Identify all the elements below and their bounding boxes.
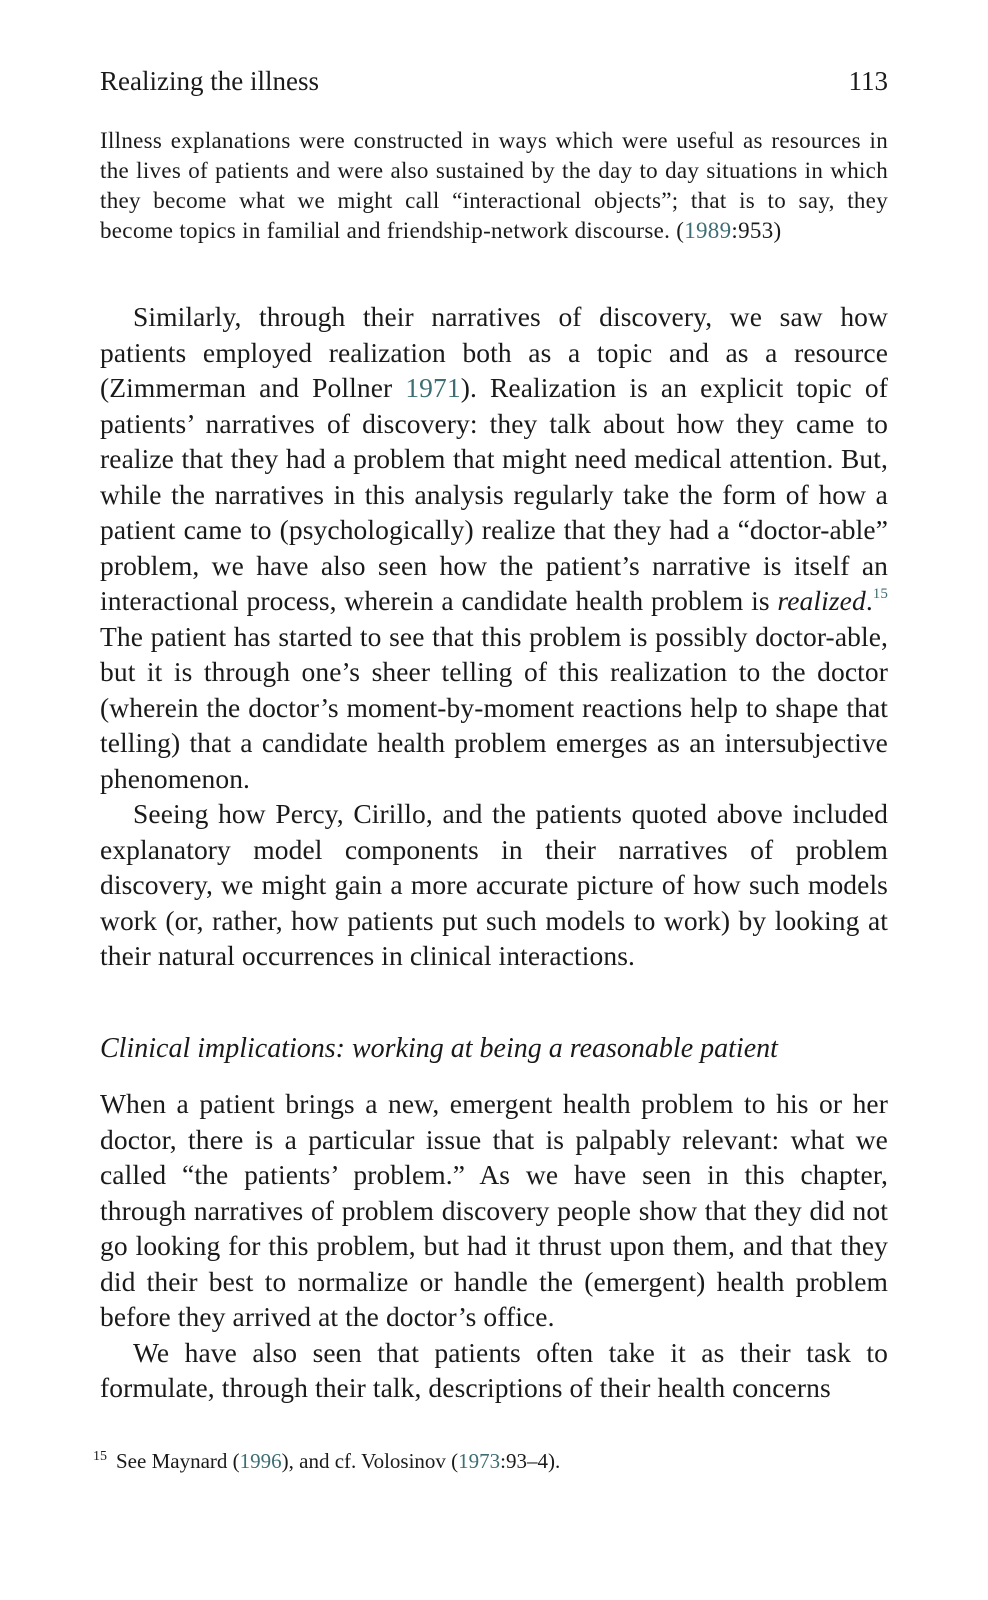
- paragraph-text: .: [865, 585, 873, 616]
- body-section-clinical: [100, 1086, 888, 1406]
- paragraph-text: Similarly, through their narratives of discovery, we saw how patients employed realization both as a topic and as a resource (Zimmerman and Pollner: [100, 301, 888, 403]
- footnote-text: :93–4).: [500, 1449, 561, 1473]
- footnote-15: [93, 1447, 893, 1475]
- citation-link-1989[interactable]: 1989: [684, 218, 732, 243]
- footnote-text: See Maynard (: [116, 1449, 240, 1473]
- paragraph-explanatory-models: Seeing how Percy, Cirillo, and the patients quoted above included explanatory model components in their narratives of problem discovery, we might gain a more accurate picture of how such models work (or, rather, how patients put such models to work) by looking at their natural occurrences in clinical interactions.: [100, 798, 888, 971]
- paragraph-realization: [100, 299, 888, 796]
- running-header: [100, 64, 888, 98]
- block-quote: [100, 126, 888, 246]
- footnote-number: 15: [93, 1449, 107, 1464]
- citation-link-1971[interactable]: 1971: [405, 372, 461, 403]
- paragraph-text: The patient has started to see that this problem is possibly doctor-able, but it is through one’s sheer telling of this realization to the doctor (wherein the doctor’s moment-by-moment reactions help to shape that telling) that a candidate health problem emerges as an intersubjective phenomenon.: [100, 620, 888, 794]
- footnote-text: ), and cf. Volosinov (: [281, 1449, 459, 1473]
- citation-link-1996[interactable]: 1996: [239, 1449, 282, 1473]
- footnote-ref-15[interactable]: 15: [872, 586, 888, 602]
- body-section-discovery: [100, 299, 888, 974]
- block-quote-cite-page: :953): [731, 218, 782, 243]
- page-number: 113: [848, 66, 888, 96]
- running-title: Realizing the illness: [100, 66, 319, 96]
- paragraph-task: We have also seen that patients often take it as their task to formulate, through their talk, descriptions of their health concerns: [100, 1336, 888, 1403]
- paragraph-patients-problem: When a patient brings a new, emergent health problem to his or her doctor, there is a particular issue that is palpably relevant: what we called “the patients’ problem.” As we have seen in this chapter, through narratives of problem discovery people show that they did not go looking for this problem, but had it thrust upon them, and that they did their best to normalize or handle the (emergent) health problem before they arrived at the doctor’s office.: [100, 1088, 888, 1332]
- paragraph-text: ). Realization is an explicit topic of patients’ narratives of discovery: they talk about how they came to realize that they had a problem that might need medical attention. But, while the narratives in this analysis regularly take the form of how a patient came to (psychologically) realize that they had a “doctor-able” problem, we have also seen how the patient’s narrative is itself an interactional process, wherein a candidate health problem is: [100, 372, 888, 616]
- italic-term: realized: [777, 585, 866, 616]
- citation-link-1973[interactable]: 1973: [458, 1449, 501, 1473]
- block-quote-text: Illness explanations were constructed in ways which were useful as resources in the lives of patients and were also sustained by the day to day situations in which they become what we might call “interactional objects”; that is to say, they become topics in familial and friendship-network discourse. (: [100, 128, 888, 243]
- section-heading: Clinical implications: working at being a reasonable patient: [100, 1033, 778, 1064]
